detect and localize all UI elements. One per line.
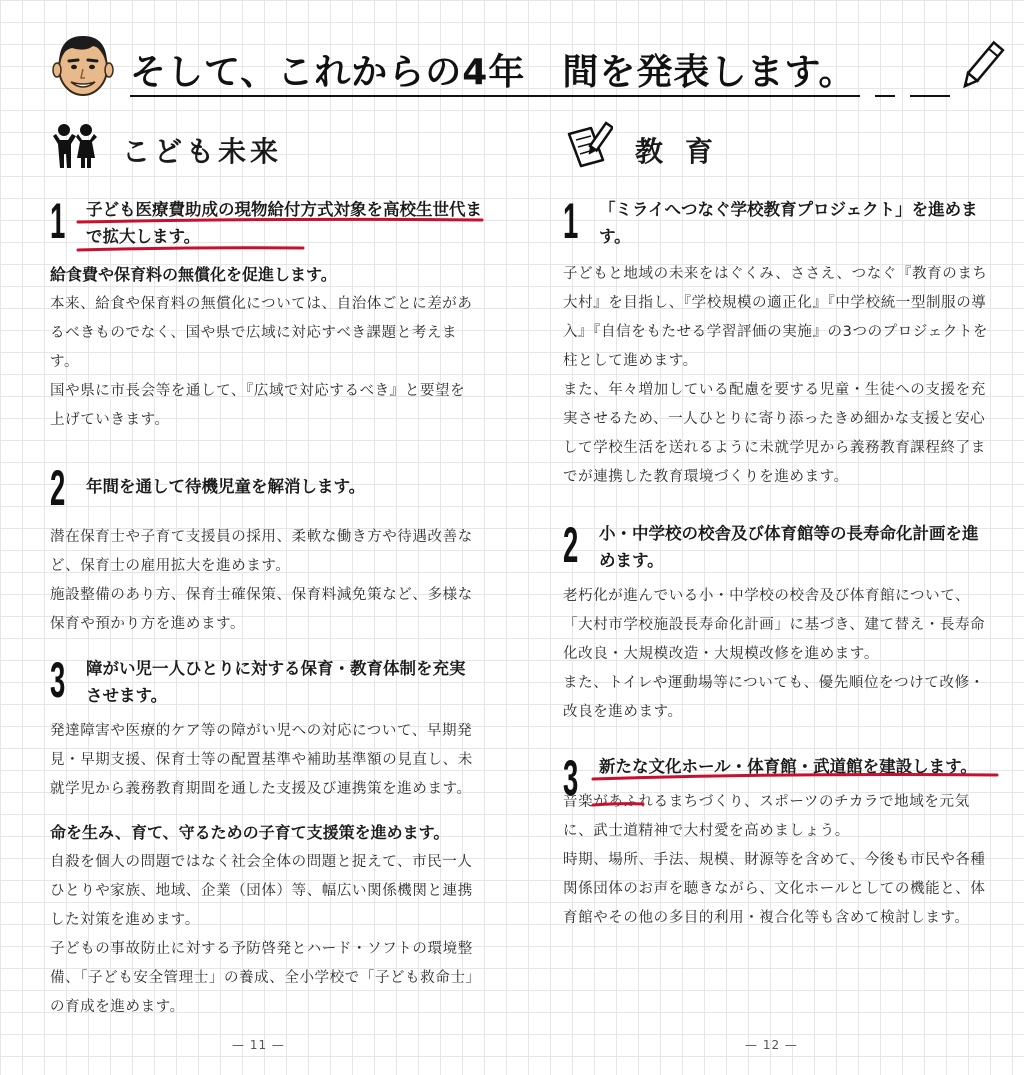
item-body: 潜在保育士や子育て支援員の採用、柔軟な働き方や待遇改善など、保育士の雇用拡大を進めます。 施設整備のあり方、保育士確保策、保育料減免策など、多様な保育や預かり方を進めます。: [50, 529, 473, 632]
mayor-portrait-icon: [48, 28, 118, 98]
pencil-icon: [956, 38, 1006, 96]
page-number-left: — 11 —: [232, 1038, 285, 1052]
page-header: [48, 28, 1008, 108]
column-kodomo-mirai: [50, 118, 480, 1022]
item-number: 3: [563, 750, 579, 806]
children-icon: [50, 120, 100, 170]
item-heading: 障がい児一人ひとりに対する保育・教育体制を充実させます。: [86, 659, 466, 705]
item-number: 1: [50, 193, 66, 249]
list-item: [563, 517, 993, 574]
section-header-kyouiku: [563, 118, 993, 178]
list-item: [563, 193, 993, 250]
list-item: [563, 750, 993, 806]
section-title: 教育: [635, 135, 736, 168]
list-item: [50, 460, 480, 523]
list-item: [50, 652, 480, 709]
section-header-kodomo: [50, 118, 480, 178]
item-heading: 小・中学校の校舎及び体育館等の長寿命化計画を進めます。: [599, 524, 979, 570]
column-kyouiku: [563, 118, 993, 933]
item-number: 3: [50, 652, 66, 708]
page-number-right: — 12 —: [745, 1038, 798, 1052]
notebook-pencil-icon: [563, 120, 613, 170]
item-number: 1: [563, 193, 579, 249]
item-body: 子どもと地域の未来をはぐくみ、ささえ、つなぐ『教育のまち大村』を目指し、『学校規模の適正化』『中学校統一型制服の導入』『自信をもたせる学習評価の実施』の3つのプロジェクトを柱として進めます。 また、年々増加している配慮を要する児童・生徒への支援を充実させるため、一人ひとりに寄り添ったきめ細かな支援と安心して学校生活を送れるように未就学児から義務教育課程終了までが連携した教育環境づくりを進めます。: [563, 266, 989, 485]
item-heading: 年間を通して待機児童を解消します。: [86, 477, 366, 496]
item-body: 自殺を個人の問題ではなく社会全体の問題と捉えて、市民一人ひとりや家族、地域、企業（団体）等、幅広い関係機関と連携した対策を進めます。 子どもの事故防止に対する予防啓発とハード・ソフトの環境整備、「子ども安全管理士」の養成、全小学校で「子ども救命士」の育成を進めます。: [50, 854, 474, 1015]
section-title: こども未来: [122, 135, 283, 168]
sub-heading: 命を生み、育て、守るための子育て支援策を進めます。: [50, 823, 450, 842]
item-number: 2: [563, 517, 579, 573]
page-title: そして、これからの4年 間を発表します。: [130, 52, 856, 93]
item-body: 音楽があふれるまちづくり、スポーツのチカラで地域を元気に、武士道精神で大村愛を高めましょう。 時期、場所、手法、規模、財源等を含めて、今後も市民や各種関係団体のお声を聴きながら、文化ホールとしての機能と、体育館やその他の多目的利用・複合化等も含めて検討します。: [563, 794, 986, 926]
item-heading: 「ミライへつなぐ学校教育プロジェクト」を進めます。: [599, 200, 978, 246]
item-body: 本来、給食や保育料の無償化については、自治体ごとに差があるべきものでなく、国や県で広域に対応すべき課題と考えます。 国や県に市長会等を通して、『広域で対応するべき』と要望を上げていきます。: [50, 296, 473, 428]
item-body: 老朽化が進んでいる小・中学校の校舎及び体育館について、「大村市学校施設長寿命化計画」に基づき、建て替え・長寿命化改良・大規模改造・大規模改修を進めます。 また、トイレや運動場等についても、優先順位をつけて改修・改良を進めます。: [563, 588, 986, 720]
item-heading: 新たな文化ホール・体育館・武道館を建設します。: [599, 757, 977, 776]
title-underline: [130, 90, 950, 102]
sub-heading: 給食費や保育料の無償化を促進します。: [50, 265, 337, 284]
item-number: 2: [50, 460, 66, 516]
item-body: 発達障害や医療的ケア等の障がい児への対応について、早期発見・早期支援、保育士等の配置基準や補助基準額の見直し、未就学児から義務教育期間を通した支援及び連携策を進めます。: [50, 723, 473, 797]
list-item: [50, 193, 482, 250]
item-heading: 子ども医療費助成の現物給付方式対象を高校生世代まで拡大します。: [86, 200, 482, 246]
